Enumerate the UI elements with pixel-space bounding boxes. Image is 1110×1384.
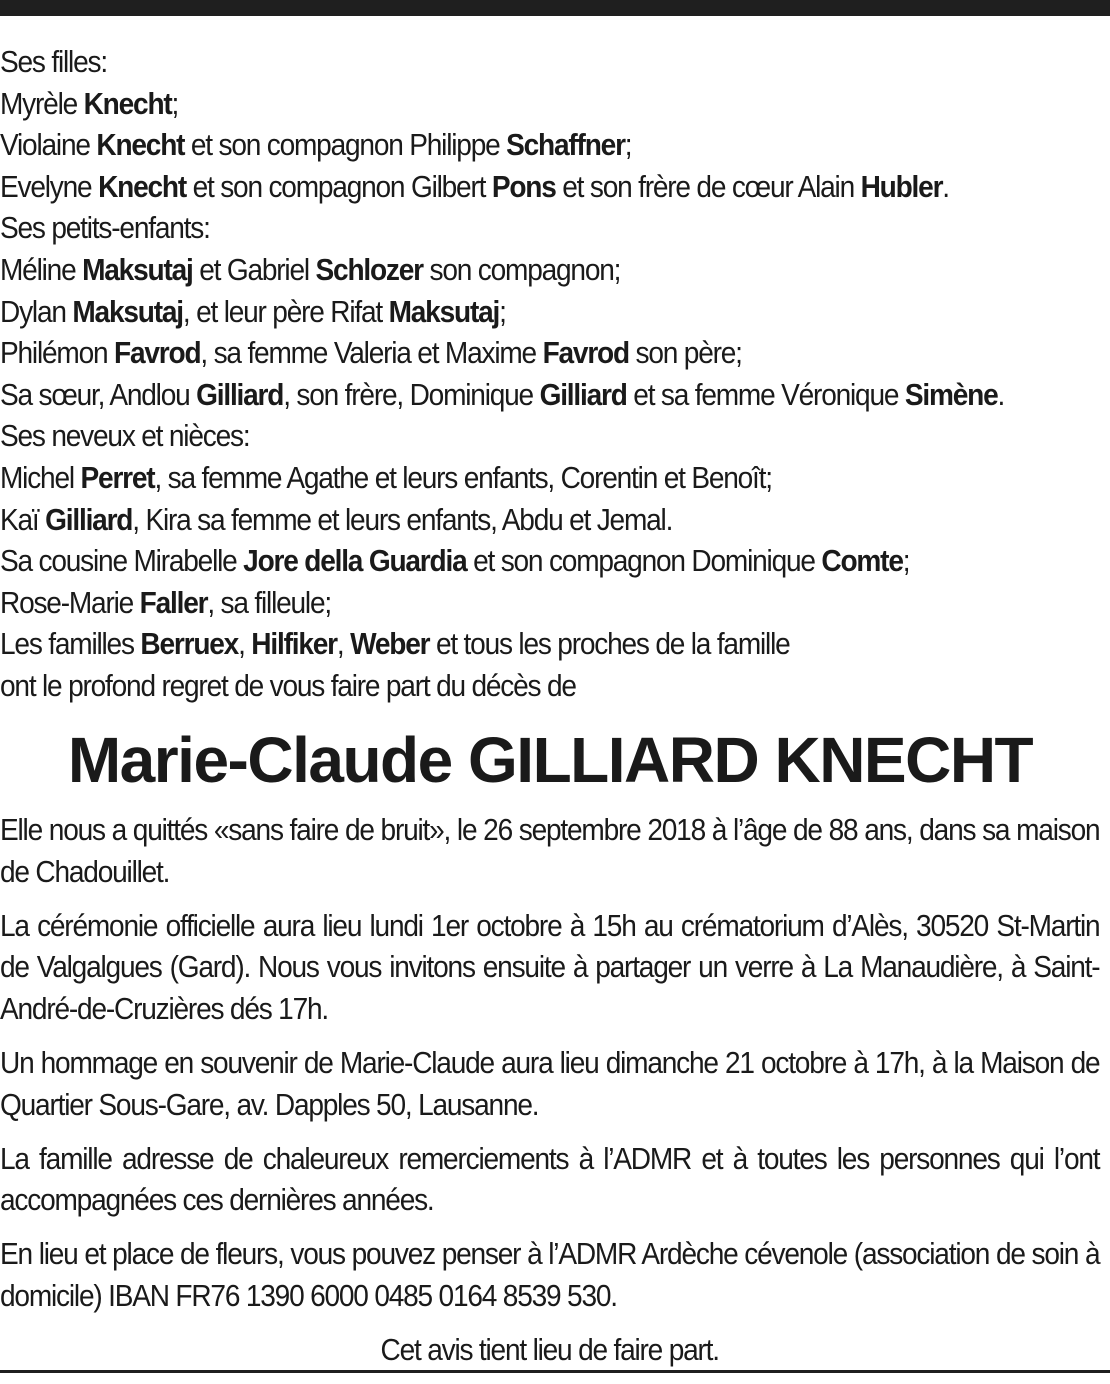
text-run: , sa femme Valeria et Maxime [200,336,543,371]
text-run: Myrèle [0,86,84,121]
surname: Gilliard [45,502,133,537]
text-run: Philémon [0,336,115,371]
text-run: et tous les proches de la famille [429,627,790,662]
surname: Maksutaj [72,294,183,329]
surname: Maksutaj [388,294,500,329]
notice-body [0,810,1099,1384]
text-run: , sa filleule; [207,585,331,620]
text-run: Les familles [0,627,141,662]
surname: Schaffner [506,128,625,163]
text-run: et son compagnon Philippe [184,128,507,163]
family-line [0,500,1104,542]
text-run: Ses filles: [0,45,107,79]
text-run: . [997,377,1005,412]
text-run: Evelyne [0,169,99,204]
surname: Jore della Guardia [243,544,467,579]
notice-paragraph: La famille adresse de chaleureux remerciements à l’ADMR et à toutes les personnes qui l’ont accompagnées ces dernières années. [0,1141,1100,1218]
family-line [0,42,1104,84]
text-run: et sa femme Véronique [626,377,905,412]
bottom-rule [0,1370,1110,1373]
text-run: , [336,627,351,662]
family-line [0,250,1104,292]
text-run: Kaï [0,502,46,537]
text-run: Violaine [0,128,97,163]
family-line [0,167,1104,209]
surname: Knecht [83,86,172,121]
text-run: et son frère de cœur Alain [555,169,861,204]
closing-line: Cet avis tient lieu de faire part. [380,1332,719,1367]
text-run: ; [902,544,910,579]
notice-paragraph: La cérémonie officielle aura lieu lundi 1er octobre à 15h au crématorium d’Alès, 30520 St-Martin de Valgalgues (Gard). Nous vous invitons ensuite à partager un verre à La Manaudière, à Saint-André-de-Cruzières dés 17h. [0,908,1100,1027]
notice-paragraph: Un hommage en souvenir de Marie-Claude aura lieu dimanche 21 octobre à 17h, à la Maison de Quartier Sous-Gare, av. Dapples 50, Lausanne. [0,1045,1100,1122]
surname: Pons [491,169,556,204]
surname: Gilliard [196,377,284,412]
family-line [0,666,1104,708]
surname: Perret [80,460,155,495]
text-run: Dylan [0,294,73,329]
family-line [0,624,1104,666]
notice-paragraph: En lieu et place de fleurs, vous pouvez penser à l’ADMR Ardèche cévenole (association de soin à domicile) IBAN FR76 1390 6000 0485 0164 8539 530. [0,1237,1100,1313]
family-list [0,42,1104,708]
text-run: son compagnon; [422,252,621,287]
text-run: ; [171,86,179,121]
surname: Hubler [860,169,943,204]
surname: Schlozer [315,252,423,287]
family-line [0,583,1104,625]
text-run: Michel [0,460,81,495]
text-run: Sa sœur, Andlou [0,377,197,412]
surname: Maksutaj [82,252,193,287]
family-line [0,458,1104,500]
text-run: ; [499,294,506,329]
family-line [0,375,1104,417]
text-run: , sa femme Agathe et leurs enfants, Corentin et Benoît; [154,460,772,495]
deceased-name: Marie-Claude GILLIARD KNECHT [67,724,1033,796]
text-run: Sa cousine Mirabelle [0,544,244,579]
text-run: son père; [628,336,742,371]
text-run: , et leur père Rifat [182,294,389,329]
text-run: , Kira sa femme et leurs enfants, Abdu et Jemal. [132,502,673,537]
surname: Hilfiker [251,627,337,662]
text-run: Ses petits-enfants: [0,211,210,246]
family-line [0,333,1104,375]
text-run: Ses neveux et nièces: [0,419,250,454]
text-run: Méline [0,252,83,287]
surname: Simène [904,377,998,412]
surname: Gilliard [539,377,627,412]
text-run: , [238,627,252,662]
surname: Knecht [96,128,185,163]
text-run: et Gabriel [192,252,316,287]
surname: Knecht [98,169,186,204]
family-line [0,416,1104,458]
text-run: Rose-Marie [0,585,140,620]
text-run: ; [624,128,632,163]
family-line [0,125,1104,167]
family-line [0,292,1104,334]
text-run: ont le profond regret de vous faire part du décès de [0,668,576,703]
family-line [0,208,1104,250]
family-line [0,541,1104,583]
text-run: . [942,169,949,204]
surname: Favrod [114,336,201,371]
surname: Favrod [542,336,629,371]
surname: Comte [821,544,903,579]
family-line [0,84,1104,126]
surname: Berruex [140,627,239,662]
text-run: et son compagnon Gilbert [185,169,492,204]
notice-paragraph: Elle nous a quittés «sans faire de bruit», le 26 septembre 2018 à l’âge de 88 ans, dans sa maison de Chadouillet. [0,813,1100,889]
top-rule [0,0,1110,16]
surname: Weber [350,627,430,662]
text-run: , son frère, Dominique [283,377,540,412]
text-run: et son compagnon Dominique [466,544,822,579]
surname: Faller [139,585,208,620]
